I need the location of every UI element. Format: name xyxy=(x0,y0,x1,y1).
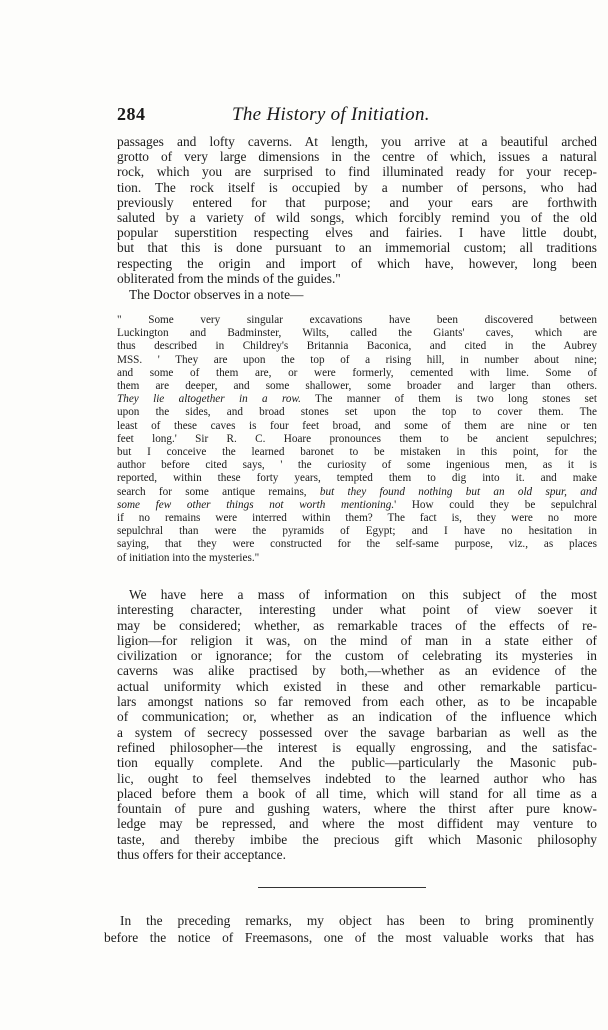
text-line: before the notice of Freemasons, one of the most valuable works that has xyxy=(104,930,594,945)
quote-line: and some of them are, or were formerly, cemented with lime. Some of xyxy=(117,366,597,379)
quote-line: them are deeper, and some shallower, some broader and larger than others. xyxy=(117,380,597,393)
quote-line: thus described in Childrey's Britannia Baconica, and cited in the Aubrey xyxy=(117,340,597,353)
quote-line: least of these caves is four feet broad, and some of them are nine or ten xyxy=(117,419,597,432)
text-line: placed before them a book of all time, which will stand for all time as a xyxy=(117,785,597,801)
block-quote xyxy=(117,314,597,565)
text-line: refined philosopher—the interest is equally engrossing, and the satisfac- xyxy=(117,739,597,755)
text-line: ligion—for religion it was, on the mind of man in a state either of xyxy=(117,632,597,648)
paragraph-preceding-remarks xyxy=(104,912,594,946)
quote-line: saying, that they were constructed for the self-same purpose, viz., as places xyxy=(117,538,597,551)
text-line: actual uniformity which existed in these and other remarkable particu- xyxy=(117,678,597,694)
quote-line: if no remains were interred within them? The fact is, they were no more xyxy=(117,512,597,525)
text-line: taste, and thereby imbibe the precious gift which Masonic philosophy xyxy=(117,831,597,847)
text-line: popular superstition respecting elves and fairies. I have little doubt, xyxy=(117,225,597,241)
page-header xyxy=(117,104,597,128)
text-line: of communication; or, whether as an indication of the influence which xyxy=(117,709,597,725)
text-line: rock, which you are surprised to find illuminated ready for your recep- xyxy=(117,164,597,180)
paragraph-cave-description xyxy=(117,134,597,286)
quote-line: sepulchral than were the pyramids of Egypt; and I have no hesitation in xyxy=(117,525,597,538)
quote-line: but I conceive the learned baronet to be mistaken in this point, for the xyxy=(117,446,597,459)
text-line: interesting character, interesting under what point of view soever it xyxy=(117,602,597,618)
quote-line: of initiation into the mysteries." xyxy=(117,551,260,564)
text-line: ledge may be repressed, and where the most diffident may venture to xyxy=(117,816,597,832)
text-line: respecting the origin and import of which have, however, long been xyxy=(117,255,597,271)
quote-line: reported, within these forty years, tempted them to dig into it. and make xyxy=(117,472,597,485)
text-line: tion equally complete. And the public—particularly the Masonic pub- xyxy=(117,755,597,771)
quote-line: MSS. ' They are upon the top of a rising hill, in number about nine; xyxy=(117,353,597,366)
text-line: previously entered for that purpose; and your ears are forthwith xyxy=(117,194,597,210)
paragraph-doctor-note xyxy=(129,287,303,302)
text-line: a system of secrecy possessed over the savage barbarian as well as the xyxy=(117,724,597,740)
quote-line: " Some very singular excavations have been discovered between xyxy=(117,314,597,326)
text-line: saluted by a variety of wild songs, which forcibly remind you of the old xyxy=(117,210,597,226)
text-line: obliterated from the minds of the guides." xyxy=(117,270,341,286)
text-line: tion. The rock itself is occupied by a number of persons, who had xyxy=(117,179,597,195)
text-line: caverns was alike practised by both,—whether as an evidence of the xyxy=(117,663,597,679)
quote-line: author before cited says, ' the curiosity of some ingenious men, as it is xyxy=(117,459,597,472)
quote-line: upon the sides, and broad stones set upon the top to cover them. The xyxy=(117,406,597,419)
text-line: but that this is done pursuant to an immemorial custom; all traditions xyxy=(117,240,597,256)
text-line: passages and lofty caverns. At length, you arrive at a beautiful arched xyxy=(117,134,597,149)
paragraph-commentary xyxy=(117,587,597,862)
text-line: grotto of very large dimensions in the centre of which, issues a natural xyxy=(117,149,597,165)
text-line: We have here a mass of information on this subject of the most xyxy=(129,587,597,602)
quote-line-italic: They lie altogether in a row. The manner of them is two long stones set xyxy=(117,393,597,406)
quote-line-italic: search for some antique remains, but they found nothing but an old spur, and xyxy=(117,485,598,498)
text-line: lic, ought to feel themselves indebted to the learned author who has xyxy=(117,770,597,786)
text-line: The Doctor observes in a note— xyxy=(129,287,304,302)
quote-line: Luckington and Badminster, Wilts, called the Giants' caves, which are xyxy=(117,327,597,340)
quote-line: feet long.' Sir R. C. Hoare pronounces them to be ancient sepulchres; xyxy=(117,432,597,445)
text-line: fountain of pure and gushing waters, where the thirst after pure know- xyxy=(117,801,597,817)
text-line: civilization or ignorance; for the custom of celebrating its mysteries in xyxy=(117,648,597,664)
text-line: In the preceding remarks, my object has been to bring prominently xyxy=(120,913,594,928)
running-title: The History of Initiation. xyxy=(232,104,430,125)
section-divider xyxy=(258,887,426,888)
quote-line-italic: some few other things not worth mentioning.' How could they be sepulchral xyxy=(117,498,597,511)
text-line: lars amongst nations so far removed from each other, as to be incapable xyxy=(117,694,597,710)
text-line: may be considered; whether, as remarkable traces of the effects of re- xyxy=(117,617,597,633)
page-number: 284 xyxy=(117,104,146,124)
text-line: thus offers for their acceptance. xyxy=(117,847,286,863)
